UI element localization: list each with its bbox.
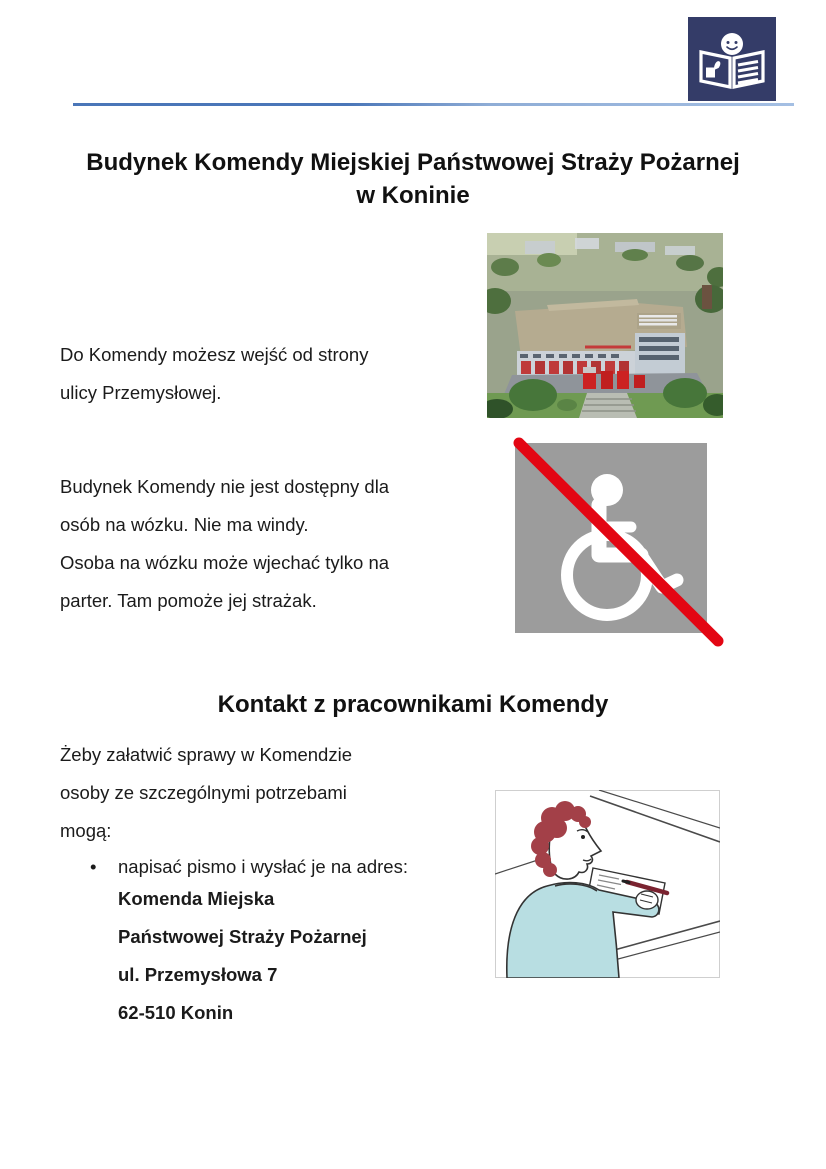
no-wheelchair-access-icon — [515, 443, 725, 648]
accessibility-line: Budynek Komendy nie jest dostępny dla — [60, 476, 390, 497]
postal-address — [118, 880, 367, 1032]
accessibility-line: Osoba na wózku może wjechać tylko na — [60, 552, 390, 573]
bullet-item-text: napisać pismo i wysłać je na adres: — [118, 856, 408, 877]
accessibility-line: osób na wózku. Nie ma windy. — [60, 514, 309, 535]
accessibility-paragraph — [60, 468, 520, 620]
contact-intro-line: mogą: — [60, 820, 112, 841]
accessibility-line: parter. Tam pomoże jej strażak. — [60, 590, 317, 611]
contact-intro-line: osoby ze szczególnymi potrzebami — [60, 782, 347, 803]
entrance-line: Do Komendy możesz wejść od strony — [60, 344, 369, 365]
address-line: Komenda Miejska — [118, 888, 275, 909]
easy-to-read-icon — [688, 17, 776, 101]
fire-station-aerial-photo — [487, 233, 723, 418]
address-line: 62-510 Konin — [118, 1002, 234, 1023]
address-line: Państwowej Straży Pożarnej — [118, 926, 367, 947]
person-writing-letter-illustration — [495, 790, 720, 978]
contact-intro-paragraph — [60, 736, 520, 850]
header-divider-line — [73, 103, 794, 106]
address-line: ul. Przemysłowa 7 — [118, 964, 278, 985]
entrance-line: ulicy Przemysłowej. — [60, 382, 222, 403]
bullet-marker: • — [90, 856, 97, 877]
contact-intro-line: Żeby załatwić sprawy w Komendzie — [60, 744, 352, 765]
contact-section-heading: Kontakt z pracownikami Komendy — [217, 691, 609, 718]
entrance-paragraph — [60, 336, 510, 412]
page-title-line1: Budynek Komendy Miejskiej Państwowej Straży Pożarnej — [86, 149, 740, 176]
page-title-line2: w Koninie — [356, 182, 470, 209]
page-title — [0, 146, 826, 212]
